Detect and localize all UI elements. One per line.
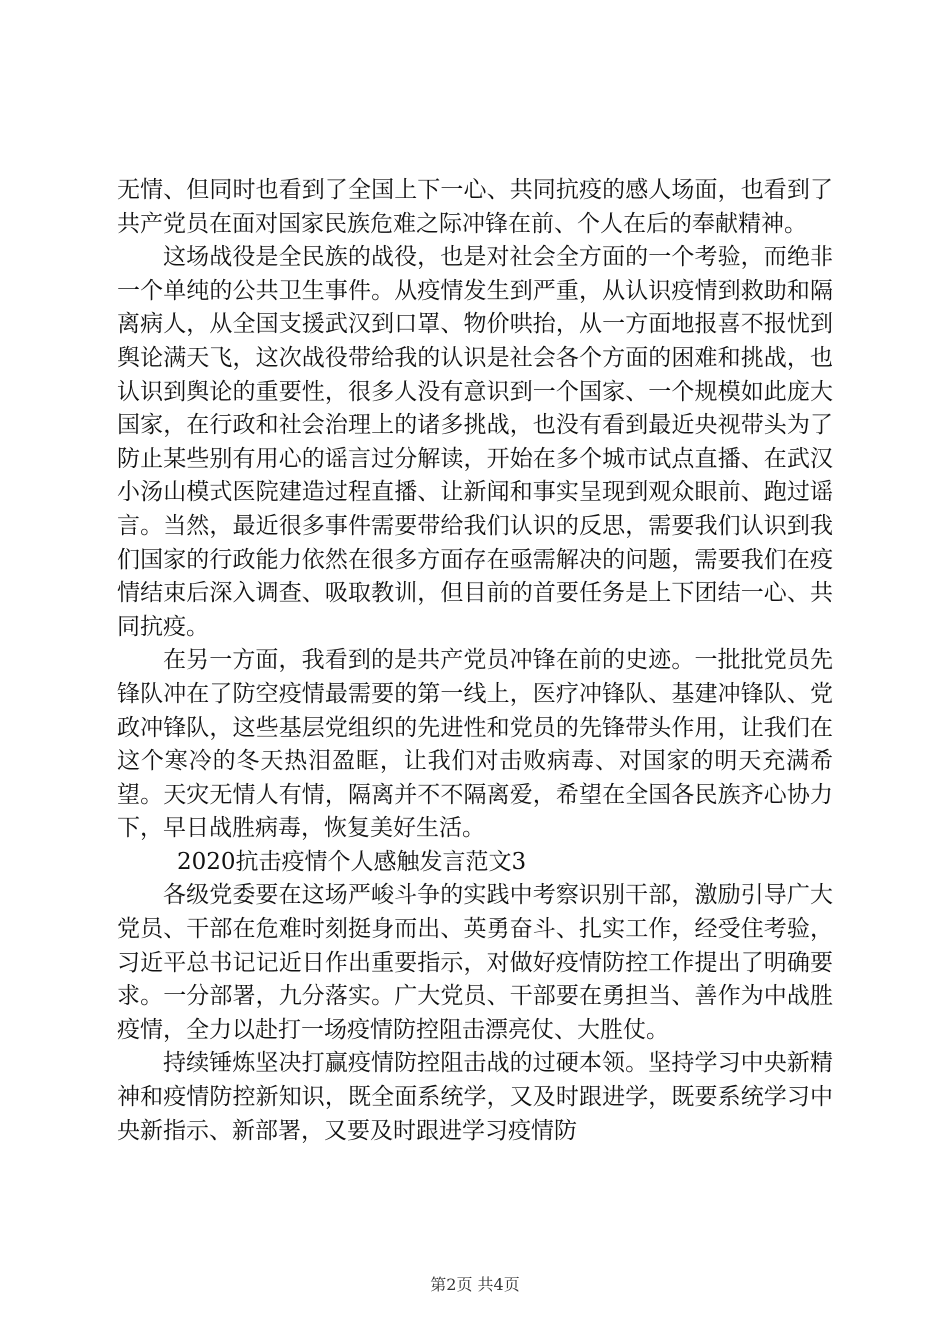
paragraph-skills: 持续锤炼坚决打赢疫情防控阻击战的过硬本领。坚持学习中央新精神和疫情防控新知识，既全面系统学，又及时跟进学，既要系统学习中央新指示、新部署，又要及时跟进学习疫情防: [117, 1050, 833, 1144]
page-number-footer: 第2页 共4页: [430, 1275, 520, 1294]
paragraph-party-members: 在另一方面，我看到的是共产党员冲锋在前的史迹。一批批党员先锋队冲在了防空疫情最需要的第一线上，医疗冲锋队、基建冲锋队、党政冲锋队，这些基层党组织的先进性和党员的先锋带头作用，让我们在这个寒冷的冬天热泪盈眶，让我们对击败病毒、对国家的明天充满希望。天灾无情人有情，隔离并不不隔离爱，希望在全国各民族齐心协力下，早日战胜病毒，恢复美好生活。: [117, 647, 833, 842]
document-body: [117, 174, 833, 1148]
section-heading: 2020抗击疫情个人感触发言范文3: [177, 848, 527, 875]
paragraph-party-committees: 各级党委要在这场严峻斗争的实践中考察识别干部，激励引导广大党员、干部在危难时刻挺身而出、英勇奋斗、扎实工作，经受住考验，习近平总书记记近日作出重要指示，对做好疫情防控工作提出了明确要求。一分部署，九分落实。广大党员、干部要在勇担当、善作为中战胜疫情，全力以赴打一场疫情防控阻击漂亮仗、大胜仗。: [117, 882, 833, 1043]
paragraph-continuation: 无情、但同时也看到了全国上下一心、共同抗疫的感人场面，也看到了共产党员在面对国家民族危难之际冲锋在前、个人在后的奉献精神。: [117, 177, 833, 237]
paragraph-battle-reflection: 这场战役是全民族的战役，也是对社会全方面的一个考验，而绝非一个单纯的公共卫生事件。从疫情发生到严重，从认识疫情到救助和隔离病人，从全国支援武汉到口罩、物价哄抬，从一方面地报喜不报忧到舆论满天飞，这次战役带给我的认识是社会各个方面的困难和挑战，也认识到舆论的重要性，很多人没有意识到一个国家、一个规模如此庞大国家，在行政和社会治理上的诸多挑战，也没有看到最近央视带头为了防止某些别有用心的谣言过分解读，开始在多个城市试点直播、在武汉小汤山模式医院建造过程直播、让新闻和事实呈现到观众眼前、跑过谣言。当然，最近很多事件需要带给我们认识的反思，需要我们认识到我们国家的行政能力依然在很多方面存在亟需解决的问题，需要我们在疫情结束后深入调查、吸取教训，但目前的首要任务是上下团结一心、共同抗疫。: [117, 244, 833, 640]
